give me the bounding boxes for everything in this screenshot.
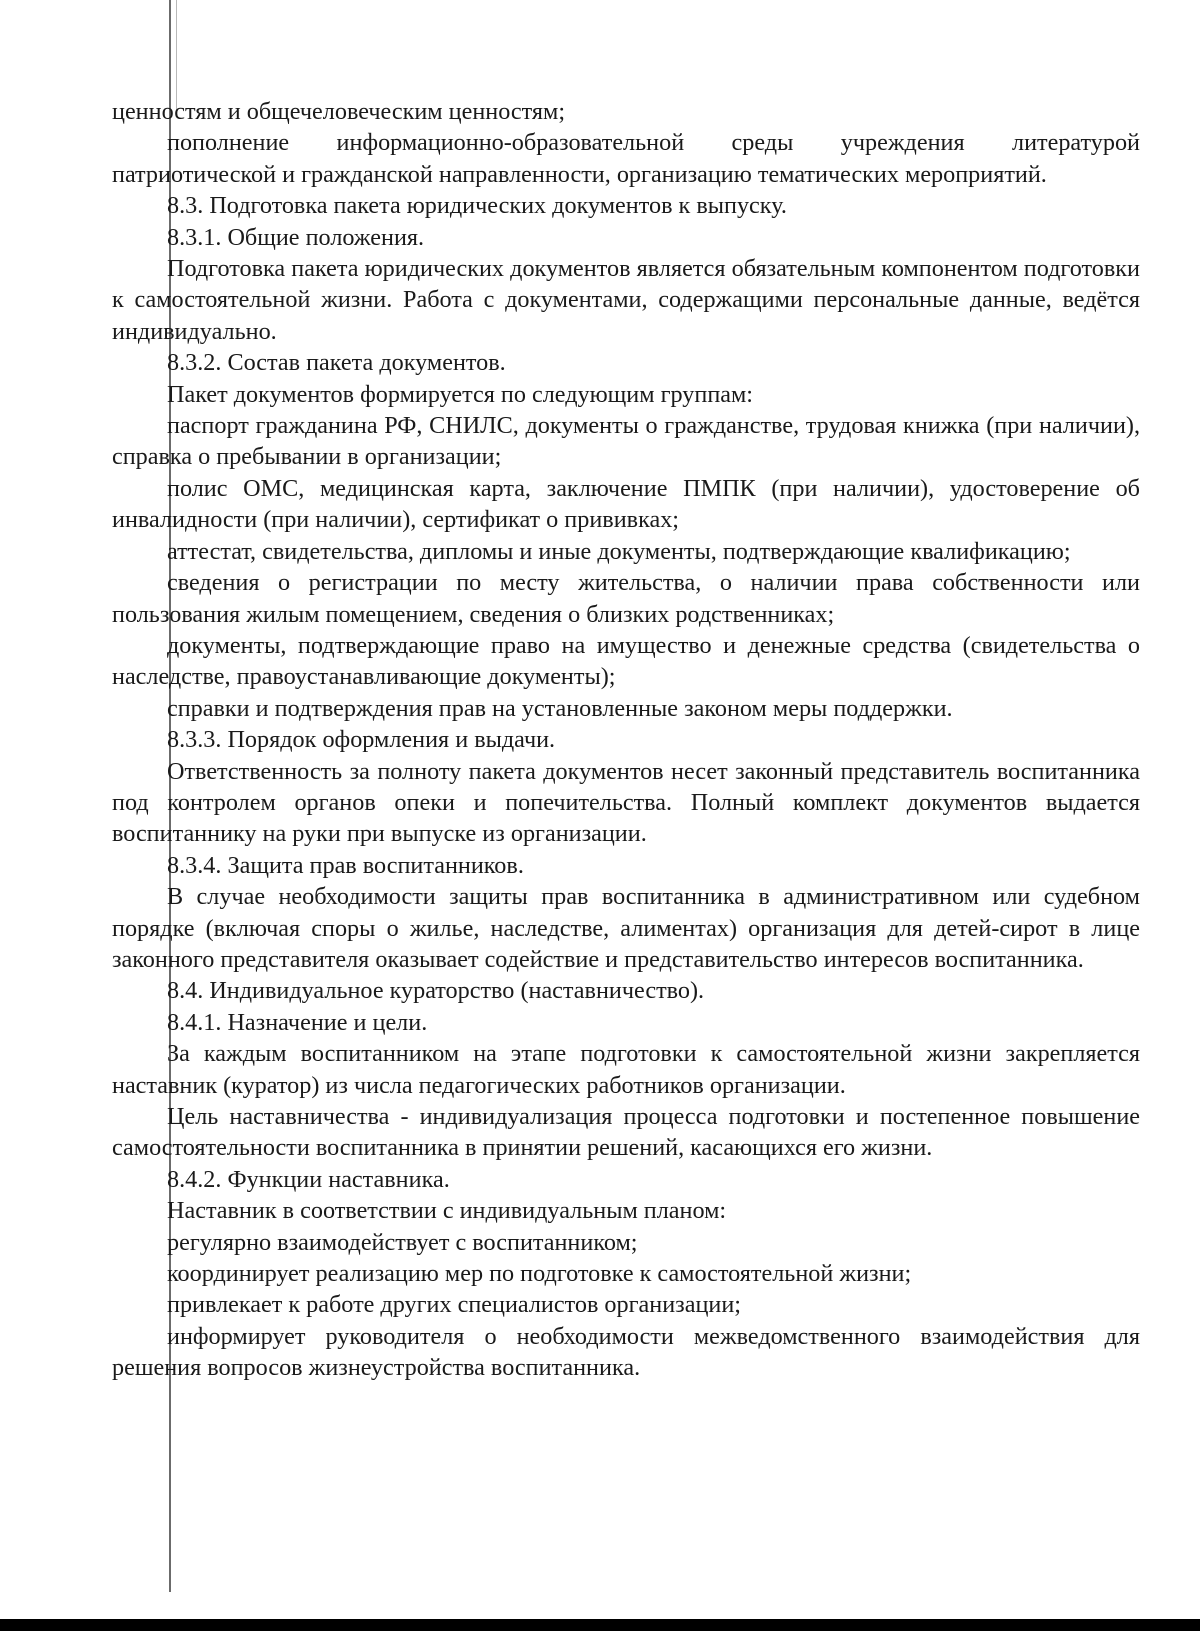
list-item: регулярно взаимодействует с воспитанником;	[167, 1228, 638, 1256]
scan-artifact-line-faint	[176, 0, 177, 110]
paragraph: Цель наставничества - индивидуализация процесса подготовки и постепенное повышение самостоятельности воспитанника в принятии решений, касающихся его жизни.	[112, 1103, 1140, 1162]
list-item: документы, подтверждающие право на имущество и денежные средства (свидетельства о наследстве, правоустанавливающие документы);	[112, 631, 1140, 691]
paragraph: За каждым воспитанником на этапе подготовки к самостоятельной жизни закрепляется наставник (куратор) из числа педагогических работников организации.	[112, 1040, 1140, 1099]
subsection-heading: 8.4.1. Назначение и цели.	[167, 1008, 428, 1036]
paragraph: Пакет документов формируется по следующим группам:	[167, 380, 754, 408]
subsection-heading: 8.3.1. Общие положения.	[167, 223, 425, 251]
list-item: привлекает к работе других специалистов организации;	[167, 1291, 741, 1319]
list-item: аттестат, свидетельства, дипломы и иные документы, подтверждающие квалификацию;	[167, 537, 1071, 565]
paragraph: Ответственность за полноту пакета документов несет законный представитель воспитанника под контролем органов опеки и попечительства. Полный комплект документов выдается воспитаннику на руки при выпуске из организации.	[112, 757, 1140, 848]
list-item: координирует реализацию мер по подготовке к самостоятельной жизни;	[167, 1260, 912, 1288]
scan-bottom-edge	[0, 1619, 1200, 1631]
list-item: информирует руководителя о необходимости межведомственного взаимодействия для решения вопросов жизнеустройства воспитанника.	[112, 1322, 1140, 1382]
document-body	[112, 96, 1140, 1384]
subsection-heading: 8.3.2. Состав пакета документов.	[167, 349, 506, 377]
list-item: паспорт гражданина РФ, СНИЛС, документы о гражданстве, трудовая книжка (при наличии), справка о пребывании в организации;	[112, 412, 1140, 471]
paragraph: В случае необходимости защиты прав воспитанника в административном или судебном порядке (включая споры о жилье, наследстве, алиментах) организация для детей-сирот в лице законного представителя оказывает содействие и представительство интересов воспитанника.	[112, 883, 1140, 973]
subsection-heading: 8.3.3. Порядок оформления и выдачи.	[167, 726, 556, 754]
list-item: полис ОМС, медицинская карта, заключение ПМПК (при наличии), удостоверение об инвалидности (при наличии), сертификат о прививках;	[112, 474, 1140, 534]
paragraph: Наставник в соответствии с индивидуальным планом:	[167, 1197, 727, 1225]
list-item: справки и подтверждения прав на установленные законом меры поддержки.	[167, 694, 953, 722]
subsection-heading: 8.3.4. Защита прав воспитанников.	[167, 851, 524, 879]
subsection-heading: 8.4.2. Функции наставника.	[167, 1165, 450, 1193]
section-heading: 8.3. Подготовка пакета юридических документов к выпуску.	[167, 192, 787, 220]
section-heading: 8.4. Индивидуальное кураторство (наставничество).	[167, 977, 705, 1005]
paragraph: пополнение информационно-образовательной среды учреждения литературой патриотической и гражданской направленности, организацию тематических мероприятий.	[112, 129, 1140, 188]
list-item: сведения о регистрации по месту жительства, о наличии права собственности или пользования жилым помещением, сведения о близких родственниках;	[112, 569, 1140, 628]
paragraph: Подготовка пакета юридических документов является обязательным компонентом подготовки к самостоятельной жизни. Работа с документами, содержащими персональные данные, ведётся индивидуально.	[112, 255, 1140, 345]
paragraph: ценностям и общечеловеческим ценностям;	[112, 98, 566, 125]
